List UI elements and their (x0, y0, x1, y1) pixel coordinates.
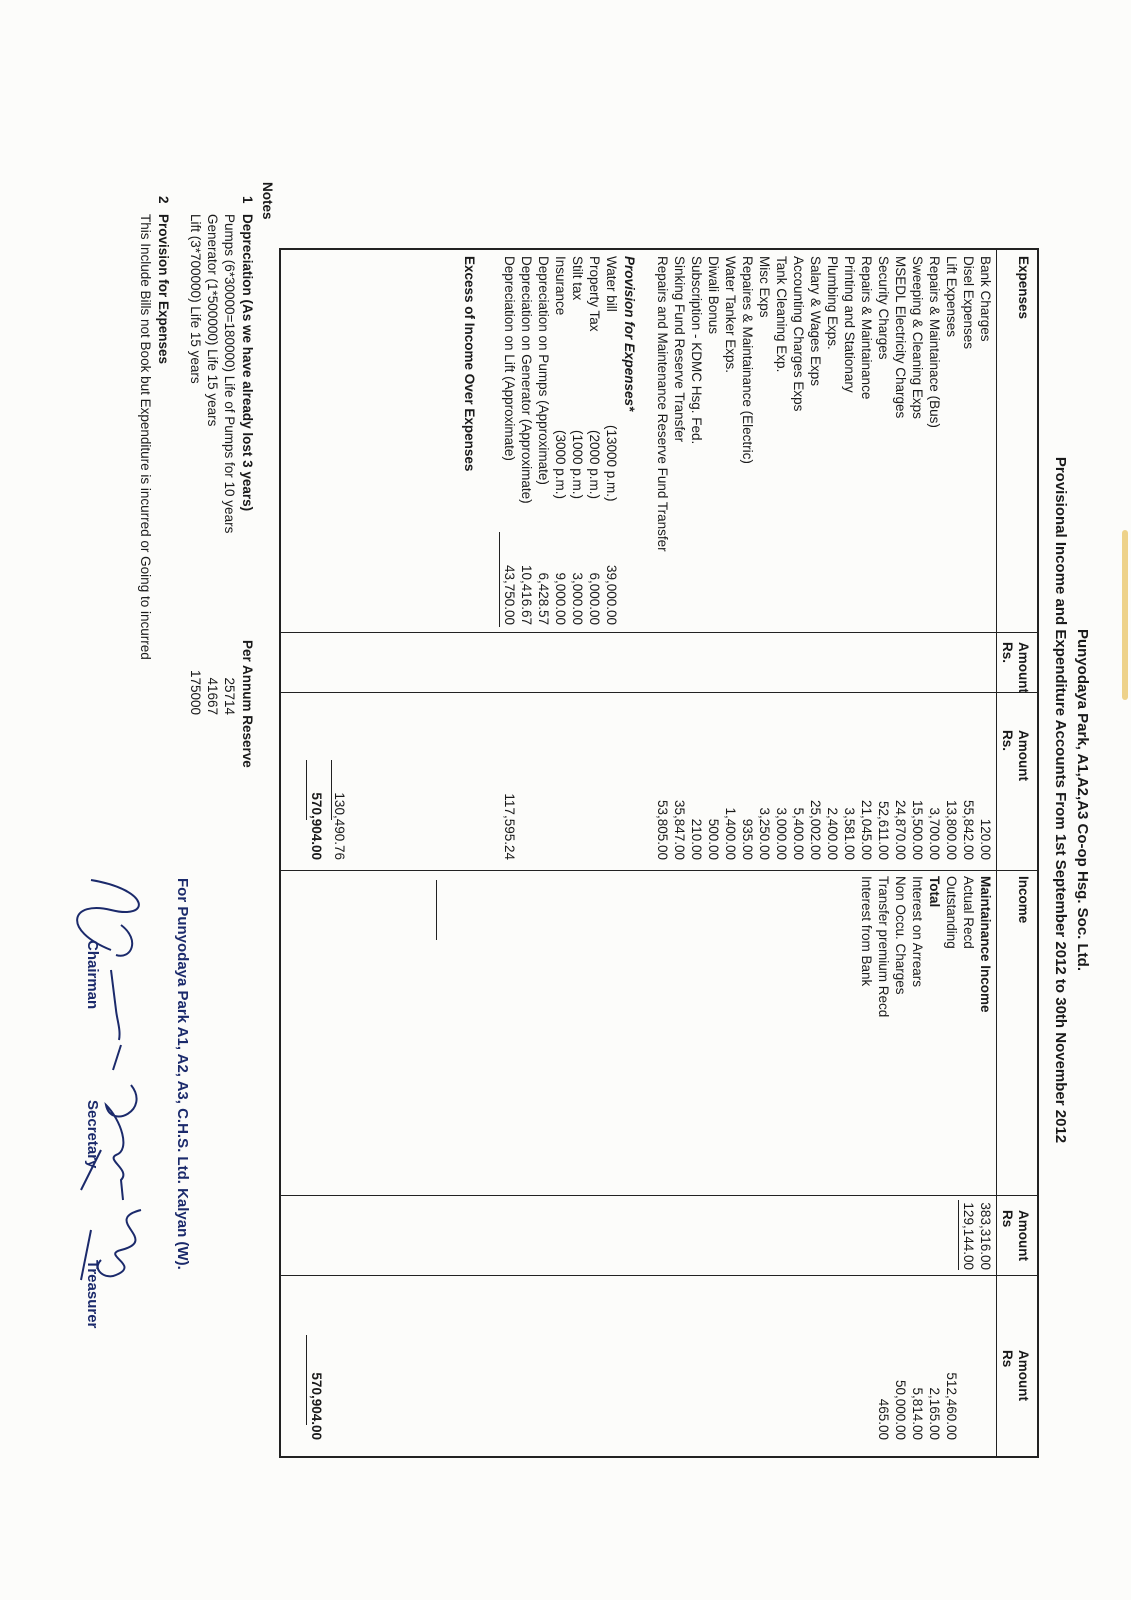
expense-label: Sweeping & Cleaning Exps (910, 256, 925, 419)
expense-label: Accounting Charges Exps (791, 256, 806, 412)
income-amount: 465.00 (876, 1398, 891, 1440)
notes-heading: Notes (260, 182, 275, 220)
income-amount: 50,000.00 (893, 1379, 908, 1440)
expense-label: Subscription - KDMC Hsg. Fed. (689, 256, 704, 445)
provision-heading: Provision for Expenses* (622, 256, 637, 412)
expense-label: Security Charges (876, 256, 891, 360)
rs-header-1: Rs. (1000, 642, 1015, 664)
secretary-label: Secretary (84, 1100, 101, 1169)
expense-label: Tank Cleaning Exp. (774, 256, 789, 373)
expense-amount: 15,500.00 (910, 799, 925, 860)
treasurer-label: Treasurer (84, 1260, 101, 1329)
expense-amount: 120.00 (978, 818, 993, 860)
maintainance-heading: Maintainance Income (978, 876, 993, 1013)
expense-label: Water Tanker Exps. (723, 256, 738, 374)
provision-label: Depreciation on Lift (Approximate) (502, 256, 517, 461)
total-amount: 512,460.00 (944, 1372, 959, 1440)
provision-amount: 9,000.00 (553, 572, 568, 625)
expense-amount: 210.00 (689, 818, 704, 860)
provision-label: Depreciation on Pumps (Approximate) (536, 256, 551, 485)
provision-amount: 39,000.00 (604, 564, 619, 625)
provision-rate: (13000 p.m.) (604, 425, 619, 502)
income-label: Interest from Bank (859, 876, 874, 987)
accounts-table (279, 248, 1039, 1458)
expense-label: Misc Exps (757, 256, 772, 318)
expense-amount: 55,842.00 (961, 799, 976, 860)
expense-amount: 52,611.00 (876, 800, 891, 860)
note2-text: This Include Bills not Book but Expenditure is incurred or Going to incurred (138, 214, 153, 660)
expense-amount: 3,250.00 (757, 807, 772, 860)
provision-rate: (1000 p.m.) (570, 430, 585, 500)
outstanding-amount: 129,144.00 (961, 1202, 976, 1270)
provision-amount: 3,000.00 (570, 572, 585, 625)
grand-total-left: 570,904.00 (309, 792, 324, 860)
expense-amount: 3,700.00 (927, 807, 942, 860)
outstanding-label: Outstanding (944, 876, 959, 949)
provision-rate: (2000 p.m.) (587, 430, 602, 500)
provision-amount: 43,750.00 (502, 564, 517, 625)
expense-amount: 3,000.00 (774, 807, 789, 860)
chairman-label: Chairman (84, 940, 101, 1010)
amount-header-3: Amount (1016, 1210, 1031, 1261)
expenses-header: Expenses (1016, 256, 1031, 320)
signatures-ink (51, 870, 171, 1290)
expense-label: Diwali Bonus (706, 256, 721, 335)
rs-header-2: Rs. (1000, 730, 1015, 752)
expense-label: Sinking Fund Reserve Transfer (672, 256, 687, 443)
rs-header-3: Rs (1000, 1210, 1015, 1228)
expense-amount: 2,400.00 (825, 807, 840, 860)
expense-label: Repaires & Maintainance (Electric) (740, 256, 755, 464)
expense-amount: 1,400.00 (723, 807, 738, 860)
expense-amount: 25,002.00 (808, 799, 823, 860)
provision-amount: 10,416.67 (519, 564, 534, 625)
expense-amount: 13,800.00 (944, 799, 959, 860)
income-amount: 2,165.00 (927, 1387, 942, 1440)
note2-title: Provision for Expenses (156, 214, 171, 365)
expense-amount: 21,045.00 (859, 799, 874, 860)
statement-title: Provisional Income and Expenditure Accounts From 1st September 2012 to 30th November 2012 (1052, 456, 1069, 1144)
society-stamp: For Punyodaya Park A1, A2, A3, C.H.S. Ltd. Kalyan (W). (174, 878, 191, 1270)
expense-amount: 935.00 (740, 818, 755, 860)
note2-number: 2 (156, 196, 171, 204)
amount-header-2: Amount (1016, 730, 1031, 781)
actual-recd-amount: 383,316.00 (978, 1202, 993, 1270)
expense-label: Lift Expenses (944, 256, 959, 338)
society-name: Punyodaya Park, A1,A2,A3 Co-op Hsg. Soc. Ltd. (1074, 628, 1091, 971)
expense-label: Repairs and Maintenance Reserve Fund Transfer (655, 256, 670, 552)
note1-item: Pumps (6*30000=180000) Life of Pumps for 10 years (222, 214, 237, 534)
expense-amount: 35,847.00 (672, 799, 687, 860)
provision-label: Stilt tax (570, 256, 585, 301)
income-header: Income (1016, 876, 1031, 924)
expense-amount: 500.00 (706, 818, 721, 860)
expense-label: Printing and Stationary (842, 256, 857, 393)
expense-label: Bank Charges (978, 256, 993, 342)
grand-total-right: 570,904.00 (309, 1372, 324, 1440)
expense-amount: 5,400.00 (791, 807, 806, 860)
note1-title: Depreciation (As we have already lost 3 years) (240, 214, 255, 512)
provision-label: Depreciation on Generator (Approximate) (519, 256, 534, 504)
expense-label: MSEDL Electricity Charges (893, 256, 908, 419)
note1-item: Lift (3*700000) Life 15 years (188, 214, 203, 384)
provision-total: 117,595.24 (502, 793, 517, 860)
amount-header-1: Amount (1016, 642, 1031, 693)
expense-label: Plumbing Exps. (825, 256, 840, 350)
expense-label: Repairs & Maintainace (Bus) (927, 256, 942, 428)
income-label: Interest on Arrears (910, 876, 925, 988)
expense-label: Repairs & Maintainance (859, 256, 874, 400)
provision-label: Water bill (604, 256, 619, 312)
excess-label: Excess of Income Over Expenses (462, 256, 477, 472)
expense-amount: 53,805.00 (655, 799, 670, 860)
provision-amount: 6,428.57 (536, 572, 551, 625)
provision-label: Property Tax (587, 256, 602, 332)
excess-amount: 130,490.76 (332, 792, 347, 860)
income-label: Transfer premium Recd (876, 876, 891, 1018)
total-label: Total (927, 876, 942, 908)
amount-header-4: Amount (1016, 1350, 1031, 1401)
note1-value: 175000 (188, 669, 203, 715)
actual-recd-label: Actual Recd (961, 876, 976, 949)
per-annum-header: Per Annum Reserve (240, 640, 255, 768)
note1-number: 1 (240, 196, 255, 204)
rs-header-4: Rs (1000, 1350, 1015, 1368)
expense-label: Salary & Wages Exps (808, 256, 823, 387)
provision-rate: (3000 p.m.) (553, 430, 568, 500)
provision-label: Insurance (553, 256, 568, 316)
income-amount: 5,814.00 (910, 1387, 925, 1440)
expense-amount: 24,870.00 (893, 799, 908, 860)
provision-amount: 6,000.00 (587, 572, 602, 625)
income-label: Non Occu. Charges (893, 876, 908, 995)
note1-item: Generator (1*500000) Life 15 years (205, 214, 220, 427)
note1-value: 25714 (222, 677, 237, 715)
expense-amount: 3,581.00 (842, 807, 857, 860)
note1-value: 41667 (205, 677, 220, 715)
expense-label: Disel Expenses (961, 256, 976, 350)
